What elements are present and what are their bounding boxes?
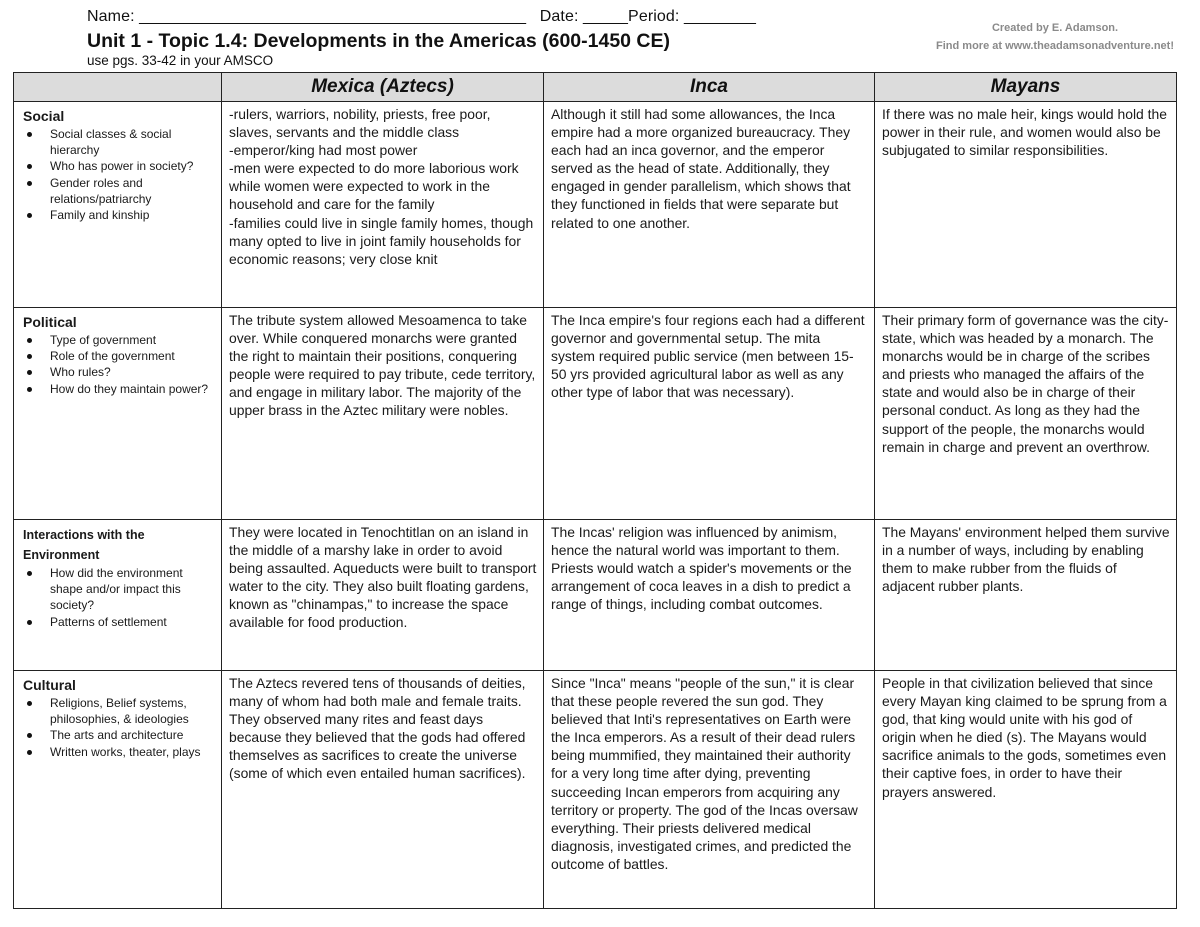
column-header-inca: Inca [544,73,875,102]
prompt-item: Family and kinship [23,207,215,223]
worksheet-subtitle: use pgs. 33-42 in your AMSCO [87,53,274,68]
answer-cell-inca-environment[interactable]: The Incas' religion was influenced by animism, hence the natural world was important to them. Priests would watch a spider's movements or the arrangement of coca leaves in a dish to predict a range of things, including combat outcomes. [544,520,875,671]
prompt-item: Role of the government [23,348,215,364]
answer-cell-mayans-cultural[interactable]: People in that civilization believed that since every Mayan king claimed to be sprung from a god, that king would unite with his god of origin when he died (s). The Mayans would sacrifice animals to the gods, sometimes even their captive foes, in order to have their prayers answered. [875,671,1177,909]
category-prompts [23,695,215,760]
name-label: Name: [87,8,135,25]
table-row-political [14,308,1177,520]
comparison-table [13,72,1177,909]
author-credit [936,19,1174,55]
column-header-mayans: Mayans [875,73,1177,102]
prompt-item: Who rules? [23,364,215,380]
period-field[interactable]: ________ [684,8,756,25]
table-row-social [14,102,1177,308]
answer-cell-mayans-social[interactable]: If there was no male heir, kings would hold the power in their rule, and women would also be subjugated to similar responsibilities. [875,102,1177,308]
answer-cell-mayans-environment[interactable]: The Mayans' environment helped them survive in a number of ways, including by enabling them to make rubber from the fluids of adjacent rubber plants. [875,520,1177,671]
answer-cell-mayans-political[interactable]: Their primary form of governance was the city-state, which was headed by a monarch. The monarchs would be in charge of the scribes and priests who managed the affairs of the state and would also be in charge of their personal conduct. As long as they had the support of the people, the monarchs would remain in charge and prevent an overthrow. [875,308,1177,520]
credit-website[interactable]: Find more at www.theadamsonadventure.net! [936,40,1174,52]
table-row-environment [14,520,1177,671]
answer-cell-inca-social[interactable]: Although it still had some allowances, the Inca empire had a more organized bureaucracy. They each had an inca governor, and the emperor served as the head of state. Additionally, they engaged in gender parallelism, which shows that they functioned in fields that were separate but related to one another. [544,102,875,308]
category-cell-environment [14,520,222,671]
category-cell-political [14,308,222,520]
answer-cell-aztecs-environment[interactable]: They were located in Tenochtitlan on an island in the middle of a marshy lake in order to avoid being assaulted. Aqueducts were built to transport water to the city. They also built floating gardens, known as "chinampas," to increase the space available for food production. [222,520,544,671]
answer-cell-aztecs-political[interactable]: The tribute system allowed Mesoamenca to take over. While conquered monarchs were granted the right to maintain their positions, conquering people were required to pay tribute, cede territory, and engage in military labor. The majority of the upper brass in the Aztec military were nobles. [222,308,544,520]
period-label: Period: [628,8,680,25]
prompt-item: Written works, theater, plays [23,744,215,760]
category-prompts [23,565,215,630]
prompt-item: Type of government [23,332,215,348]
prompt-item: Religions, Belief systems, philosophies, & ideologies [23,695,215,727]
prompt-item: Patterns of settlement [23,614,215,630]
table-row-cultural [14,671,1177,909]
date-field[interactable]: _____ [583,8,629,25]
prompt-item: Who has power in society? [23,158,215,174]
answer-cell-inca-political[interactable]: The Inca empire's four regions each had a different governor and governmental setup. The mita system required public service (men between 15-50 yrs provided agricultural labor as well as any other type of labor that was necessary). [544,308,875,520]
prompt-item: The arts and architecture [23,727,215,743]
prompt-item: Gender roles and relations/patriarchy [23,175,215,207]
name-date-period-line [87,6,917,28]
name-field[interactable]: ___________________________________________ [139,8,527,25]
category-cell-cultural [14,671,222,909]
answer-cell-inca-cultural[interactable]: Since "Inca" means "people of the sun," it is clear that these people revered the sun god. They believed that Inti's representatives on Earth were the Inca emperors. As a result of their dead rulers being mummified, they maintained their authority for a very long time after dying, preventing succeeding Incan emperors from acquiring any territory or property. The god of the Incas oversaw everything. Their priests delivered medical diagnosis, investigated crimes, and predicted the outcome of battles. [544,671,875,909]
prompt-item: How do they maintain power? [23,381,215,397]
category-title: Social [23,108,65,124]
category-title: Cultural [23,677,76,693]
category-title: Interactions with the Environment [23,528,145,562]
table-header-row [14,73,1177,102]
category-cell-social [14,102,222,308]
credit-author: Created by E. Adamson. [991,22,1119,34]
column-header-aztecs: Mexica (Aztecs) [222,73,544,102]
corner-header-cell [14,73,222,102]
worksheet-title: Unit 1 - Topic 1.4: Developments in the Americas (600-1450 CE) [87,30,671,52]
date-label: Date: [539,8,579,25]
category-prompts [23,126,215,223]
answer-cell-aztecs-social[interactable]: -rulers, warriors, nobility, priests, free poor, slaves, servants and the middle class -emperor/king had most power -men were expected to do more laborious work while women were expected to work in the household and care for the family -families could live in single family homes, though many opted to live in joint family households for economic reasons; very close knit [222,102,544,308]
answer-cell-aztecs-cultural[interactable]: The Aztecs revered tens of thousands of deities, many of whom had both male and female traits. They observed many rites and feast days because they believed that the gods had offered themselves as sacrifices to create the universe (some of which even entailed human sacrifices). [222,671,544,909]
category-title: Political [23,314,77,330]
prompt-item: How did the environment shape and/or impact this society? [23,565,215,614]
prompt-item: Social classes & social hierarchy [23,126,215,158]
worksheet-header [87,6,917,68]
category-prompts [23,332,215,397]
